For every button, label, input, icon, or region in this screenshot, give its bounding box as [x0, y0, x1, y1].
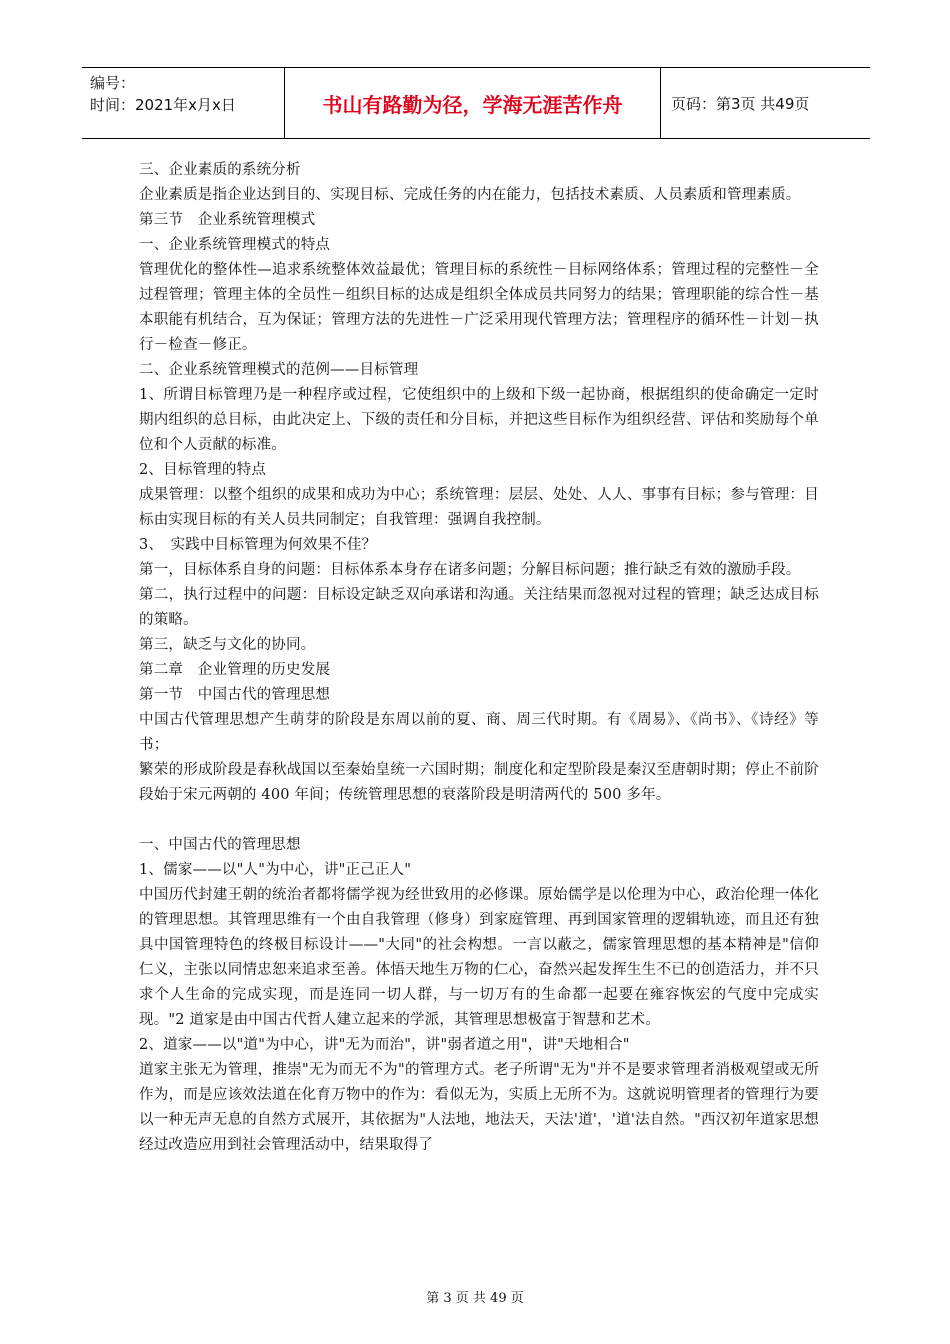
header-meta	[82, 68, 285, 138]
number-label: 编号：	[90, 74, 136, 92]
paragraph: 一、中国古代的管理思想	[139, 837, 301, 853]
header-motto: 书山有路勤为径，学海无涯苦作舟	[285, 68, 661, 138]
paragraph: 一、企业系统管理模式的特点	[139, 237, 331, 253]
paragraph: 道家主张无为管理，推崇"无为而无不为"的管理方式。老子所谓"无为"并不是要求管理者消极观望或无所作为，而是应该效法道在化育万物中的作为：看似无为，实质上无所不为。这就说明管理者的管理行为要以一种无声无息的自然方式展开，其依据为"人法地，地法天，天法'道'，'道'法自然。"西汉初年道家思想经过改造应用到社会管理活动中，结果取得了	[139, 1062, 819, 1153]
date-label: 时间：2021年x月x日	[90, 96, 236, 114]
paragraph: 第二章 企业管理的历史发展	[139, 662, 331, 678]
page-header	[82, 67, 870, 139]
paragraph: 第三，缺乏与文化的协同。	[139, 637, 316, 653]
paragraph: 二、企业系统管理模式的范例——目标管理	[139, 362, 419, 378]
paragraph: 第一节 中国古代的管理思想	[139, 687, 331, 703]
paragraph: 1、所谓目标管理乃是一种程序或过程，它使组织中的上级和下级一起协商，根据组织的使命确定一定时期内组织的总目标，由此决定上、下级的责任和分目标，并把这些目标作为组织经营、评估和奖励每个单位和个人贡献的标准。	[139, 387, 819, 453]
blank-line	[139, 808, 819, 833]
paragraph: 管理优化的整体性—追求系统整体效益最优；管理目标的系统性－目标网络体系；管理过程的完整性－全过程管理；管理主体的全员性－组织目标的达成是组织全体成员共同努力的结果；管理职能的综合性－基本职能有机结合，互为保证；管理方法的先进性－广泛采用现代管理方法；管理程序的循环性－计划－执行－检查－修正。	[139, 262, 819, 353]
header-page-label: 页码：第3页 共49页	[671, 94, 810, 113]
paragraph: 第二，执行过程中的问题：目标设定缺乏双向承诺和沟通。关注结果而忽视对过程的管理；缺乏达成目标的策略。	[139, 587, 819, 628]
paragraph: 3、 实践中目标管理为何效果不佳？	[139, 537, 377, 553]
paragraph: 1、儒家——以"人"为中心，讲"正己正人"	[139, 862, 412, 878]
paragraph: 中国古代管理思想产生萌芽的阶段是东周以前的夏、商、周三代时期。有《周易》、《尚书》、《诗经》等书；	[139, 712, 819, 753]
paragraph: 2、目标管理的特点	[139, 462, 267, 478]
paragraph: 2、道家——以"道"为中心，讲"无为而治"，讲"弱者道之用"，讲"天地相合"	[139, 1037, 630, 1053]
paragraph: 企业素质是指企业达到目的、实现目标、完成任务的内在能力，包括技术素质、人员素质和管理素质。	[139, 187, 801, 203]
paragraph: 三、企业素质的系统分析	[139, 162, 301, 178]
paragraph: 成果管理：以整个组织的成果和成功为中心；系统管理：层层、处处、人人、事事有目标；参与管理：目标由实现目标的有关人员共同制定；自我管理：强调自我控制。	[139, 487, 819, 528]
paragraph: 中国历代封建王朝的统治者都将儒学视为经世致用的必修课。原始儒学是以伦理为中心，政治伦理一体化的管理思想。其管理思维有一个由自我管理（修身）到家庭管理、再到国家管理的逻辑轨迹，而且还有独具中国管理特色的终极目标设计——"大同"的社会构想。一言以蔽之，儒家管理思想的基本精神是"信仰仁义，主张以同情忠恕来追求至善。体悟天地生万物的仁心，奋然兴起发挥生生不已的创造活力，并不只求个人生命的完成实现，而是连同一切人群，与一切万有的生命都一起要在雍容恢宏的气度中完成实现。"2 道家是由中国古代哲人建立起来的学派，其管理思想极富于智慧和艺术。	[139, 887, 819, 1028]
page-footer: 第 3 页 共 49 页	[426, 1291, 524, 1306]
paragraph: 第三节 企业系统管理模式	[139, 212, 316, 228]
paragraph: 第一，目标体系自身的问题：目标体系本身存在诸多问题；分解目标问题；推行缺乏有效的激励手段。	[139, 562, 801, 578]
document-body	[139, 158, 819, 1158]
paragraph: 繁荣的形成阶段是春秋战国以至秦始皇统一六国时期；制度化和定型阶段是秦汉至唐朝时期；停止不前阶段始于宋元两朝的 400 年间；传统管理思想的衰落阶段是明清两代的 500 多年。	[139, 762, 819, 803]
